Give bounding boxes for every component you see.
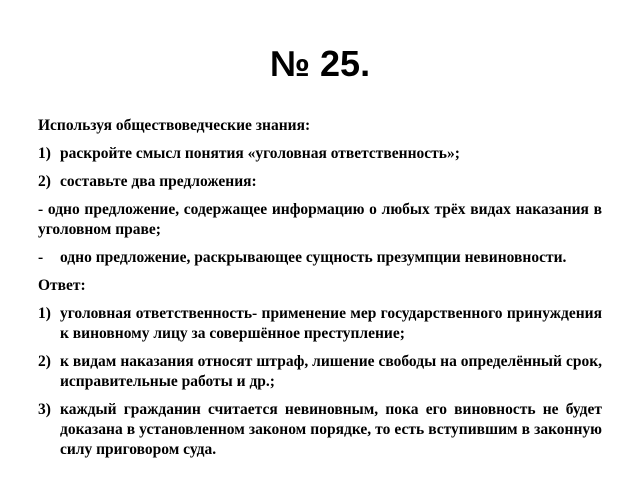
sentence-item-1-text: одно предложение, содержащее информацию о любых трёх видах наказания в уголовном праве; (38, 201, 603, 238)
task-item-1 (38, 144, 602, 164)
answer-item-1-marker: 1) (38, 305, 51, 322)
answer-item-2-marker: 2) (38, 353, 51, 370)
sentence-item-1-marker: - (38, 201, 44, 218)
task-item-1-text: раскройте смысл понятия «уголовная ответственность»; (60, 145, 460, 162)
answer-label: Ответ: (38, 277, 86, 294)
task-intro: Используя обществоведческие знания: (38, 117, 311, 134)
task-item-2 (38, 172, 602, 192)
sentence-item-1 (38, 200, 602, 240)
slide-title: № 25. (269, 43, 371, 84)
task-item-1-marker: 1) (38, 145, 51, 162)
answer-item-2 (38, 352, 602, 392)
task-item-2-text: составьте два предложения: (60, 173, 257, 190)
sentence-item-2-text: одно предложение, раскрывающее сущность презумпции невиновности. (60, 249, 567, 266)
sentence-item-2 (38, 248, 602, 268)
answer-item-1 (38, 304, 602, 344)
answer-item-3 (38, 400, 602, 460)
answer-item-1-text: уголовная ответственность- применение мер государственного принуждения к виновному лицу за совершённое преступление; (60, 305, 602, 342)
sentence-item-2-marker: - (38, 249, 44, 266)
slide-content (38, 116, 602, 468)
answer-item-2-text: к видам наказания относят штраф, лишение свободы на определённый срок, исправительные работы и др.; (60, 353, 602, 390)
task-item-2-marker: 2) (38, 173, 51, 190)
answer-item-3-marker: 3) (38, 401, 51, 418)
answer-item-3-text: каждый гражданин считается невиновным, пока его виновность не будет доказана в установленном законом порядке, то есть вступившим в законную силу приговором суда. (60, 401, 602, 458)
